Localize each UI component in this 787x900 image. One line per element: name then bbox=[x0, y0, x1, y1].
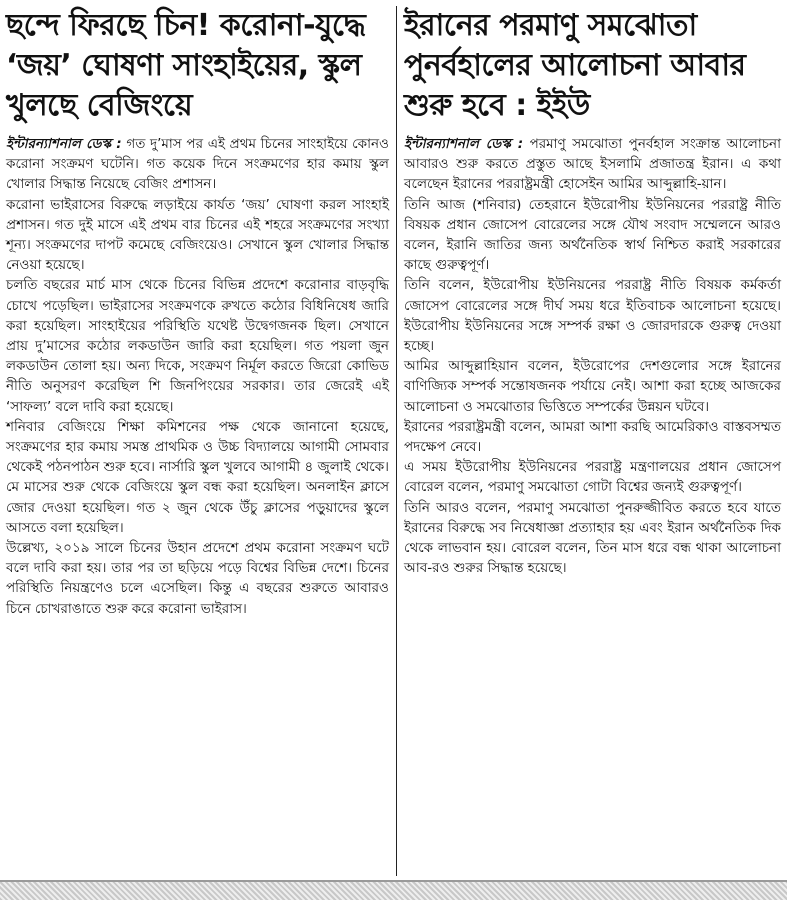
left-article-body bbox=[6, 134, 389, 619]
right-article-paragraph: তিনি আজ (শনিবার) তেহরানে ইউরোপীয় ইউনিয়নের পররাষ্ট্র নীতি বিষয়ক প্রধান জোসেপ বোরেলের সঙ্গে যৌথ সংবাদ সম্মেলনে আরও বলেন, ইরানি জাতির জন্য অর্থনৈতিক স্বার্থ নিশ্চিত করাই সরকারের কাছে গুরুত্বপূর্ণ। bbox=[404, 196, 781, 274]
left-article-paragraph: করোনা ভাইরাসের বিরুদ্ধে লড়াইয়ে কার্যত ‘জয়’ ঘোষণা করল সাংহাই প্রশাসন। গত দুই মাসে এই প্রথম বার চিনের এই শহরে সংক্রমণের সংখ্যা শূন্য। সংক্রমণের দাপট কমেছে বেজিংয়েও। সেখানে স্কুল খোলার সিদ্ধান্ত নেওয়া হয়েছে। bbox=[6, 196, 389, 274]
bottom-pattern-bar bbox=[0, 880, 787, 900]
right-article-paragraph: এ সময় ইউরোপীয় ইউনিয়নের পররাষ্ট্র মন্ত্রণালয়ের প্রধান জোসেপ বোরেল বলেন, পরমাণু সমঝোতা গোটা বিশ্বের জন্যই গুরুত্বপূর্ণ। bbox=[404, 459, 781, 496]
left-article-headline: ছন্দে ফিরছে চিন! করোনা-যুদ্ধে ‘জয়’ ঘোষণা সাংহাইয়ের, স্কুল খুলছে বেজিংয়ে bbox=[6, 8, 366, 123]
column-divider bbox=[396, 6, 397, 876]
right-article-body bbox=[404, 134, 781, 578]
left-article-paragraph: শনিবার বেজিংয়ে শিক্ষা কমিশনের পক্ষ থেকে জানানো হয়েছে, সংক্রমণের হার কমায় সমস্ত প্রাথমিক ও উচ্চ বিদ্যালয়ে আগামী সোমবার থেকেই পঠনপাঠন শুরু হবে। নার্সারি স্কুল খুলবে আগামী ৪ জুলাই থেকে। মে মাসের শুরু থেকে বেজিংয়ে স্কুল বন্ধ করা হয়েছিল। অনলাইন ক্লাসে জোর দেওয়া হয়েছিল। গত ২ জুন থেকে উঁচু ক্লাসের পড়ুয়াদের স্কুলে আসতে বলা হয়েছিল। bbox=[6, 418, 389, 536]
right-article bbox=[404, 6, 781, 578]
left-article-paragraph: ইন্টারন্যাশনাল ডেস্ক : গত দু’মাস পর এই প্রথম চিনের সাংহাইয়ে কোনও করোনা সংক্রমণ ঘটেনি। গত কয়েক দিনে সংক্রমণের হার কমায় স্কুল খোলার সিদ্ধান্ত নিয়েছে বেজিং প্রশাসন। bbox=[6, 136, 389, 193]
right-article-paragraph: তিনি আরও বলেন, পরমাণু সমঝোতা পুনরুজ্জীবিত করতে হবে যাতে ইরানের বিরুদ্ধে সব নিষেধাজ্ঞা প্রত্যাহার হয় এবং ইরান অর্থনৈতিক দিক থেকে লাভবান হয়। বোরেল বলেন, তিন মাস ধরে বন্ধ থাকা আলোচনা আব-রও শুরুর সিদ্ধান্ত হয়েছে। bbox=[404, 499, 781, 577]
left-article-paragraph: উল্লেখ্য, ২০১৯ সালে চিনের উহান প্রদেশে প্রথম করোনা সংক্রমণ ঘটে বলে দাবি করা হয়। তার পর তা ছড়িয়ে পড়ে বিশ্বের বিভিন্ন দেশে। চিনের পরিস্থিতি নিয়ন্ত্রণেও চলে এসেছিল। কিন্তু এ বছরের শুরুতে আবারও চিনে চোখরাঙাতে শুরু করে করোনা ভাইরাস। bbox=[6, 540, 389, 617]
left-article-dateline: ইন্টারন্যাশনাল ডেস্ক : bbox=[6, 136, 122, 152]
right-article-headline: ইরানের পরমাণু সমঝোতা পুনর্বহালের আলোচনা আবার শুরু হবে : ইইউ bbox=[404, 8, 746, 123]
right-article-paragraph: তিনি বলেন, ইউরোপীয় ইউনিয়নের পররাষ্ট্র নীতি বিষয়ক কর্মকর্তা জোসেপ বোরেলের সঙ্গে দীর্ঘ সময় ধরে ইতিবাচক আলোচনা হয়েছে। ইউরোপীয় ইউনিয়নের সঙ্গে সম্পর্ক রক্ষা ও জোরদারকে গুরুত্ব দেওয়া হচ্ছে। bbox=[404, 277, 781, 355]
left-article-paragraph: চলতি বছরের মার্চ মাস থেকে চিনের বিভিন্ন প্রদেশে করোনার বাড়বৃদ্ধি চোখে পড়েছিল। ভাইরাসের সংক্রমণকে রুখতে কঠোর বিধিনিষেধ জারি করা হয়েছিল। সাংহাইয়ের পরিস্থিতি যথেষ্ট উদ্বেগজনক ছিল। সেখানে প্রায় দু’মাসের কঠোর লকডাউন জারি করা হয়েছিল। গত পয়লা জুন লকডাউন তোলা হয়। অন্য দিকে, সংক্রমণ নির্মূল করতে জিরো কোভিড নীতি অনুসরণ করেছিল শি জিনপিংয়ের সরকার। তার জেরেই এই ‘সাফল্য’ বলে দাবি করা হয়েছে। bbox=[6, 277, 389, 415]
right-article-paragraph: ইরানের পররাষ্ট্রমন্ত্রী বলেন, আমরা আশা করছি আমেরিকাও বাস্তবসম্মত পদক্ষেপ নেবে। bbox=[404, 418, 781, 456]
left-article bbox=[6, 6, 389, 619]
right-article-paragraph: ইন্টারন্যাশনাল ডেস্ক : পরমাণু সমঝোতা পুনর্বহাল সংক্রান্ত আলোচনা আবারও শুরু করতে প্রস্তুত আছে ইসলামি প্রজাতন্ত্র ইরান। এ কথা বলেছেন ইরানের পররাষ্ট্রমন্ত্রী হোসেইন আমির আব্দুল্লাহি-য়ান। bbox=[404, 136, 781, 193]
right-article-paragraph: আমির আব্দুল্লাহিয়ান বলেন, ইউরোপের দেশগুলোর সঙ্গে ইরানের বাণিজ্যিক সম্পর্ক সন্তোষজনক পর্যায়ে নেই। আশা করা হচ্ছে আজকের আলোচনা ও সমঝোতার ভিত্তিতে সম্পর্কের উন্নয়ন ঘটবে। bbox=[404, 358, 781, 415]
right-article-dateline: ইন্টারন্যাশনাল ডেস্ক : bbox=[404, 136, 524, 152]
